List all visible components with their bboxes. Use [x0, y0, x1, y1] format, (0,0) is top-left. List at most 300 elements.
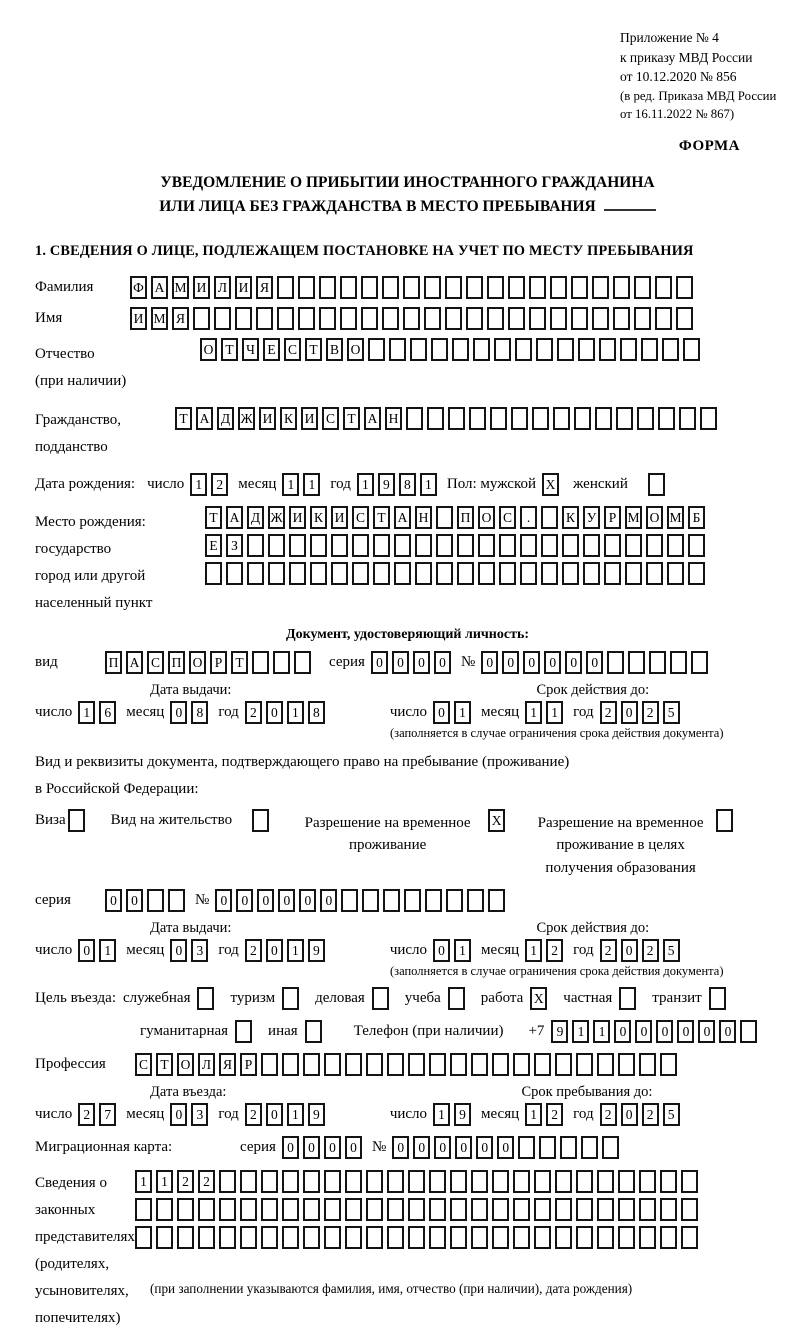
char-cell[interactable]	[676, 307, 693, 330]
char-cell[interactable]: 1	[287, 939, 304, 962]
char-cell[interactable]: Р	[604, 506, 621, 529]
char-cell[interactable]: 1	[156, 1170, 173, 1193]
char-cell[interactable]	[324, 1053, 341, 1076]
char-cell[interactable]	[261, 1053, 278, 1076]
char-cell[interactable]	[403, 276, 420, 299]
char-cell[interactable]	[261, 1170, 278, 1193]
char-cell[interactable]: Т	[305, 338, 322, 361]
char-cell[interactable]	[639, 1053, 656, 1076]
char-cell[interactable]	[534, 1170, 551, 1193]
char-cell[interactable]: 2	[245, 1103, 262, 1126]
char-cell[interactable]	[298, 307, 315, 330]
char-cell[interactable]	[219, 1226, 236, 1249]
char-cell[interactable]	[387, 1198, 404, 1221]
char-cell[interactable]: А	[126, 651, 143, 674]
char-cell[interactable]	[452, 338, 469, 361]
char-cell[interactable]: 7	[99, 1103, 116, 1126]
char-cell[interactable]: У	[583, 506, 600, 529]
char-cell[interactable]	[492, 1053, 509, 1076]
char-cell[interactable]: А	[364, 407, 381, 430]
char-cell[interactable]	[198, 1198, 215, 1221]
char-cell[interactable]	[446, 889, 463, 912]
char-cell[interactable]: С	[499, 506, 516, 529]
char-cell[interactable]: 6	[99, 701, 116, 724]
char-cell[interactable]	[557, 338, 574, 361]
char-cell[interactable]	[450, 1226, 467, 1249]
char-cell[interactable]	[639, 1226, 656, 1249]
char-cell[interactable]	[340, 276, 357, 299]
char-cell[interactable]: Т	[175, 407, 192, 430]
char-cell[interactable]: И	[259, 407, 276, 430]
char-cell[interactable]	[646, 562, 663, 585]
char-cell[interactable]: 0	[299, 889, 316, 912]
char-cell[interactable]: 8	[399, 473, 416, 496]
char-cell[interactable]	[492, 1198, 509, 1221]
char-cell[interactable]	[147, 889, 164, 912]
char-cell[interactable]	[219, 1170, 236, 1193]
char-cell[interactable]: О	[347, 338, 364, 361]
char-cell[interactable]	[361, 307, 378, 330]
char-cell[interactable]	[408, 1053, 425, 1076]
char-cell[interactable]	[408, 1198, 425, 1221]
char-cell[interactable]: 1	[546, 701, 563, 724]
char-cell[interactable]	[324, 1226, 341, 1249]
char-cell[interactable]: 0	[278, 889, 295, 912]
char-cell[interactable]	[424, 307, 441, 330]
char-cell[interactable]	[345, 1170, 362, 1193]
char-cell[interactable]: О	[478, 506, 495, 529]
char-cell[interactable]	[529, 276, 546, 299]
char-cell[interactable]: И	[289, 506, 306, 529]
char-cell[interactable]	[341, 889, 358, 912]
char-cell[interactable]	[532, 407, 549, 430]
char-cell[interactable]	[607, 651, 624, 674]
char-cell[interactable]	[655, 307, 672, 330]
char-cell[interactable]	[473, 338, 490, 361]
char-cell[interactable]: О	[189, 651, 206, 674]
char-cell[interactable]	[294, 651, 311, 674]
char-cell[interactable]: В	[326, 338, 343, 361]
char-cell[interactable]: Л	[214, 276, 231, 299]
char-cell[interactable]	[581, 1136, 598, 1159]
char-cell[interactable]	[389, 338, 406, 361]
char-cell[interactable]	[490, 407, 507, 430]
char-cell[interactable]	[592, 276, 609, 299]
char-cell[interactable]: Т	[205, 506, 222, 529]
char-cell[interactable]	[240, 1170, 257, 1193]
char-cell[interactable]	[534, 1226, 551, 1249]
char-cell[interactable]	[282, 1226, 299, 1249]
char-cell[interactable]	[373, 534, 390, 557]
char-cell[interactable]: 0	[455, 1136, 472, 1159]
char-cell[interactable]: 0	[656, 1020, 673, 1043]
char-cell[interactable]: 2	[600, 939, 617, 962]
char-cell[interactable]	[352, 562, 369, 585]
char-cell[interactable]	[513, 1198, 530, 1221]
char-cell[interactable]	[478, 534, 495, 557]
char-cell[interactable]: 0	[476, 1136, 493, 1159]
char-cell[interactable]: А	[196, 407, 213, 430]
char-cell[interactable]: 0	[282, 1136, 299, 1159]
char-cell[interactable]: Е	[263, 338, 280, 361]
char-cell[interactable]: 0	[78, 939, 95, 962]
char-cell[interactable]	[683, 338, 700, 361]
char-cell[interactable]: 1	[454, 939, 471, 962]
char-cell[interactable]	[168, 889, 185, 912]
char-cell[interactable]	[303, 1170, 320, 1193]
char-cell[interactable]	[471, 1226, 488, 1249]
char-cell[interactable]: П	[168, 651, 185, 674]
char-cell[interactable]	[345, 1226, 362, 1249]
char-cell[interactable]: 5	[663, 701, 680, 724]
char-cell[interactable]: С	[322, 407, 339, 430]
char-cell[interactable]: М	[625, 506, 642, 529]
char-cell[interactable]	[536, 338, 553, 361]
char-cell[interactable]	[662, 338, 679, 361]
char-cell[interactable]: 1	[190, 473, 207, 496]
char-cell[interactable]: 9	[308, 1103, 325, 1126]
char-cell[interactable]	[303, 1226, 320, 1249]
char-cell[interactable]: 0	[266, 939, 283, 962]
char-cell[interactable]	[445, 307, 462, 330]
char-cell[interactable]	[429, 1053, 446, 1076]
char-cell[interactable]	[583, 534, 600, 557]
char-cell[interactable]	[660, 1198, 677, 1221]
char-cell[interactable]: 8	[308, 701, 325, 724]
char-cell[interactable]	[555, 1170, 572, 1193]
char-cell[interactable]	[604, 534, 621, 557]
char-cell[interactable]	[660, 1226, 677, 1249]
char-cell[interactable]	[667, 562, 684, 585]
char-cell[interactable]	[655, 276, 672, 299]
char-cell[interactable]	[513, 1170, 530, 1193]
char-cell[interactable]: 0	[324, 1136, 341, 1159]
char-cell[interactable]	[508, 276, 525, 299]
char-cell[interactable]	[177, 1226, 194, 1249]
char-cell[interactable]: X	[542, 473, 559, 496]
char-cell[interactable]	[618, 1053, 635, 1076]
char-cell[interactable]	[518, 1136, 535, 1159]
char-cell[interactable]: 0	[392, 1136, 409, 1159]
char-cell[interactable]: 1	[454, 701, 471, 724]
char-cell[interactable]	[410, 338, 427, 361]
char-cell[interactable]: 0	[413, 1136, 430, 1159]
char-cell[interactable]	[576, 1198, 593, 1221]
char-cell[interactable]	[361, 276, 378, 299]
char-cell[interactable]	[616, 407, 633, 430]
char-cell[interactable]: 2	[642, 1103, 659, 1126]
char-cell[interactable]	[499, 534, 516, 557]
char-cell[interactable]	[634, 307, 651, 330]
char-cell[interactable]: 0	[565, 651, 582, 674]
char-cell[interactable]	[406, 407, 423, 430]
char-cell[interactable]	[319, 307, 336, 330]
char-cell[interactable]	[415, 534, 432, 557]
char-cell[interactable]: 1	[357, 473, 374, 496]
char-cell[interactable]: А	[151, 276, 168, 299]
char-cell[interactable]	[541, 562, 558, 585]
char-cell[interactable]	[597, 1198, 614, 1221]
char-cell[interactable]: 5	[663, 939, 680, 962]
char-cell[interactable]	[156, 1226, 173, 1249]
char-cell[interactable]	[679, 407, 696, 430]
char-cell[interactable]	[431, 338, 448, 361]
char-cell[interactable]: 3	[191, 939, 208, 962]
char-cell[interactable]: К	[280, 407, 297, 430]
char-cell[interactable]	[324, 1170, 341, 1193]
char-cell[interactable]	[681, 1170, 698, 1193]
char-cell[interactable]: 0	[614, 1020, 631, 1043]
char-cell[interactable]	[424, 276, 441, 299]
char-cell[interactable]	[555, 1226, 572, 1249]
char-cell[interactable]: 1	[572, 1020, 589, 1043]
char-cell[interactable]: 0	[621, 1103, 638, 1126]
char-cell[interactable]	[383, 889, 400, 912]
char-cell[interactable]	[520, 534, 537, 557]
char-cell[interactable]	[478, 562, 495, 585]
char-cell[interactable]	[625, 534, 642, 557]
char-cell[interactable]: 0	[698, 1020, 715, 1043]
char-cell[interactable]	[515, 338, 532, 361]
char-cell[interactable]: К	[562, 506, 579, 529]
char-cell[interactable]	[289, 534, 306, 557]
char-cell[interactable]	[252, 651, 269, 674]
char-cell[interactable]	[408, 1170, 425, 1193]
char-cell[interactable]: 0	[257, 889, 274, 912]
char-cell[interactable]	[282, 1198, 299, 1221]
char-cell[interactable]	[562, 562, 579, 585]
char-cell[interactable]: Д	[247, 506, 264, 529]
char-cell[interactable]: К	[310, 506, 327, 529]
char-cell[interactable]	[681, 1198, 698, 1221]
char-cell[interactable]	[649, 651, 666, 674]
char-cell[interactable]	[197, 987, 214, 1010]
char-cell[interactable]: Т	[221, 338, 238, 361]
char-cell[interactable]	[235, 1020, 252, 1043]
char-cell[interactable]	[247, 562, 264, 585]
char-cell[interactable]: 2	[546, 939, 563, 962]
char-cell[interactable]	[429, 1198, 446, 1221]
char-cell[interactable]	[404, 889, 421, 912]
char-cell[interactable]: С	[135, 1053, 152, 1076]
char-cell[interactable]: 0	[621, 701, 638, 724]
char-cell[interactable]	[571, 307, 588, 330]
char-cell[interactable]	[634, 276, 651, 299]
char-cell[interactable]: 0	[303, 1136, 320, 1159]
char-cell[interactable]: 0	[635, 1020, 652, 1043]
char-cell[interactable]	[618, 1170, 635, 1193]
char-cell[interactable]: 2	[78, 1103, 95, 1126]
char-cell[interactable]: 0	[502, 651, 519, 674]
char-cell[interactable]: 0	[392, 651, 409, 674]
char-cell[interactable]: Т	[231, 651, 248, 674]
char-cell[interactable]: О	[646, 506, 663, 529]
char-cell[interactable]	[331, 562, 348, 585]
char-cell[interactable]	[282, 1053, 299, 1076]
char-cell[interactable]: 0	[170, 701, 187, 724]
char-cell[interactable]	[331, 534, 348, 557]
char-cell[interactable]	[429, 1226, 446, 1249]
char-cell[interactable]	[177, 1198, 194, 1221]
char-cell[interactable]	[193, 307, 210, 330]
char-cell[interactable]: 2	[642, 939, 659, 962]
char-cell[interactable]	[324, 1198, 341, 1221]
char-cell[interactable]	[597, 1053, 614, 1076]
char-cell[interactable]: Д	[217, 407, 234, 430]
char-cell[interactable]: 2	[642, 701, 659, 724]
char-cell[interactable]	[471, 1198, 488, 1221]
char-cell[interactable]	[366, 1226, 383, 1249]
char-cell[interactable]: 0	[371, 651, 388, 674]
char-cell[interactable]	[595, 407, 612, 430]
char-cell[interactable]	[450, 1170, 467, 1193]
char-cell[interactable]: М	[667, 506, 684, 529]
char-cell[interactable]: 1	[433, 1103, 450, 1126]
char-cell[interactable]: 0	[434, 1136, 451, 1159]
char-cell[interactable]: 0	[523, 651, 540, 674]
char-cell[interactable]	[646, 534, 663, 557]
char-cell[interactable]	[268, 534, 285, 557]
char-cell[interactable]	[226, 562, 243, 585]
char-cell[interactable]	[613, 307, 630, 330]
char-cell[interactable]	[450, 1198, 467, 1221]
char-cell[interactable]	[688, 562, 705, 585]
char-cell[interactable]	[641, 338, 658, 361]
char-cell[interactable]	[676, 276, 693, 299]
char-cell[interactable]	[219, 1198, 236, 1221]
char-cell[interactable]: 1	[593, 1020, 610, 1043]
char-cell[interactable]	[340, 307, 357, 330]
char-cell[interactable]: 0	[434, 651, 451, 674]
char-cell[interactable]	[372, 987, 389, 1010]
char-cell[interactable]: С	[147, 651, 164, 674]
char-cell[interactable]	[156, 1198, 173, 1221]
char-cell[interactable]: 1	[525, 1103, 542, 1126]
char-cell[interactable]	[135, 1226, 152, 1249]
char-cell[interactable]: 1	[99, 939, 116, 962]
char-cell[interactable]	[562, 534, 579, 557]
char-cell[interactable]: П	[105, 651, 122, 674]
char-cell[interactable]: 0	[266, 701, 283, 724]
char-cell[interactable]	[319, 276, 336, 299]
char-cell[interactable]	[382, 276, 399, 299]
char-cell[interactable]	[471, 1053, 488, 1076]
char-cell[interactable]	[660, 1053, 677, 1076]
char-cell[interactable]	[425, 889, 442, 912]
char-cell[interactable]	[513, 1226, 530, 1249]
char-cell[interactable]: 2	[600, 1103, 617, 1126]
char-cell[interactable]	[214, 307, 231, 330]
char-cell[interactable]	[499, 562, 516, 585]
char-cell[interactable]: Р	[240, 1053, 257, 1076]
char-cell[interactable]: 2	[245, 701, 262, 724]
char-cell[interactable]: 0	[170, 1103, 187, 1126]
char-cell[interactable]	[256, 307, 273, 330]
char-cell[interactable]	[576, 1226, 593, 1249]
char-cell[interactable]	[247, 534, 264, 557]
char-cell[interactable]: 0	[586, 651, 603, 674]
char-cell[interactable]	[658, 407, 675, 430]
char-cell[interactable]: 0	[497, 1136, 514, 1159]
char-cell[interactable]	[597, 1226, 614, 1249]
char-cell[interactable]: 9	[308, 939, 325, 962]
char-cell[interactable]: X	[530, 987, 547, 1010]
char-cell[interactable]: 0	[544, 651, 561, 674]
char-cell[interactable]	[628, 651, 645, 674]
char-cell[interactable]: 2	[177, 1170, 194, 1193]
char-cell[interactable]	[469, 407, 486, 430]
char-cell[interactable]: 0	[677, 1020, 694, 1043]
char-cell[interactable]	[368, 338, 385, 361]
char-cell[interactable]	[205, 562, 222, 585]
char-cell[interactable]: 1	[303, 473, 320, 496]
char-cell[interactable]	[382, 307, 399, 330]
char-cell[interactable]	[310, 534, 327, 557]
char-cell[interactable]	[277, 276, 294, 299]
char-cell[interactable]: 0	[345, 1136, 362, 1159]
char-cell[interactable]	[576, 1170, 593, 1193]
char-cell[interactable]: 0	[719, 1020, 736, 1043]
char-cell[interactable]	[487, 276, 504, 299]
char-cell[interactable]	[366, 1053, 383, 1076]
char-cell[interactable]	[700, 407, 717, 430]
char-cell[interactable]	[198, 1226, 215, 1249]
char-cell[interactable]: Ч	[242, 338, 259, 361]
char-cell[interactable]: 3	[191, 1103, 208, 1126]
char-cell[interactable]: 2	[600, 701, 617, 724]
char-cell[interactable]	[553, 407, 570, 430]
char-cell[interactable]	[240, 1226, 257, 1249]
char-cell[interactable]	[688, 534, 705, 557]
char-cell[interactable]	[261, 1226, 278, 1249]
char-cell[interactable]	[592, 307, 609, 330]
char-cell[interactable]	[555, 1198, 572, 1221]
char-cell[interactable]	[252, 809, 269, 832]
char-cell[interactable]: Н	[415, 506, 432, 529]
char-cell[interactable]: 1	[282, 473, 299, 496]
char-cell[interactable]	[550, 307, 567, 330]
char-cell[interactable]	[394, 534, 411, 557]
char-cell[interactable]	[273, 651, 290, 674]
char-cell[interactable]	[620, 338, 637, 361]
char-cell[interactable]: И	[193, 276, 210, 299]
char-cell[interactable]: 9	[378, 473, 395, 496]
char-cell[interactable]: И	[301, 407, 318, 430]
char-cell[interactable]: Б	[688, 506, 705, 529]
char-cell[interactable]	[539, 1136, 556, 1159]
char-cell[interactable]: Т	[343, 407, 360, 430]
char-cell[interactable]	[457, 534, 474, 557]
char-cell[interactable]	[599, 338, 616, 361]
char-cell[interactable]: Ж	[238, 407, 255, 430]
char-cell[interactable]	[135, 1198, 152, 1221]
char-cell[interactable]	[648, 473, 665, 496]
char-cell[interactable]	[508, 307, 525, 330]
char-cell[interactable]	[494, 338, 511, 361]
char-cell[interactable]: 2	[198, 1170, 215, 1193]
char-cell[interactable]	[366, 1198, 383, 1221]
char-cell[interactable]: Н	[385, 407, 402, 430]
char-cell[interactable]	[560, 1136, 577, 1159]
char-cell[interactable]	[387, 1226, 404, 1249]
char-cell[interactable]	[492, 1170, 509, 1193]
char-cell[interactable]: Я	[256, 276, 273, 299]
char-cell[interactable]	[618, 1198, 635, 1221]
char-cell[interactable]	[574, 407, 591, 430]
char-cell[interactable]: Ф	[130, 276, 147, 299]
char-cell[interactable]	[576, 1053, 593, 1076]
char-cell[interactable]: М	[151, 307, 168, 330]
